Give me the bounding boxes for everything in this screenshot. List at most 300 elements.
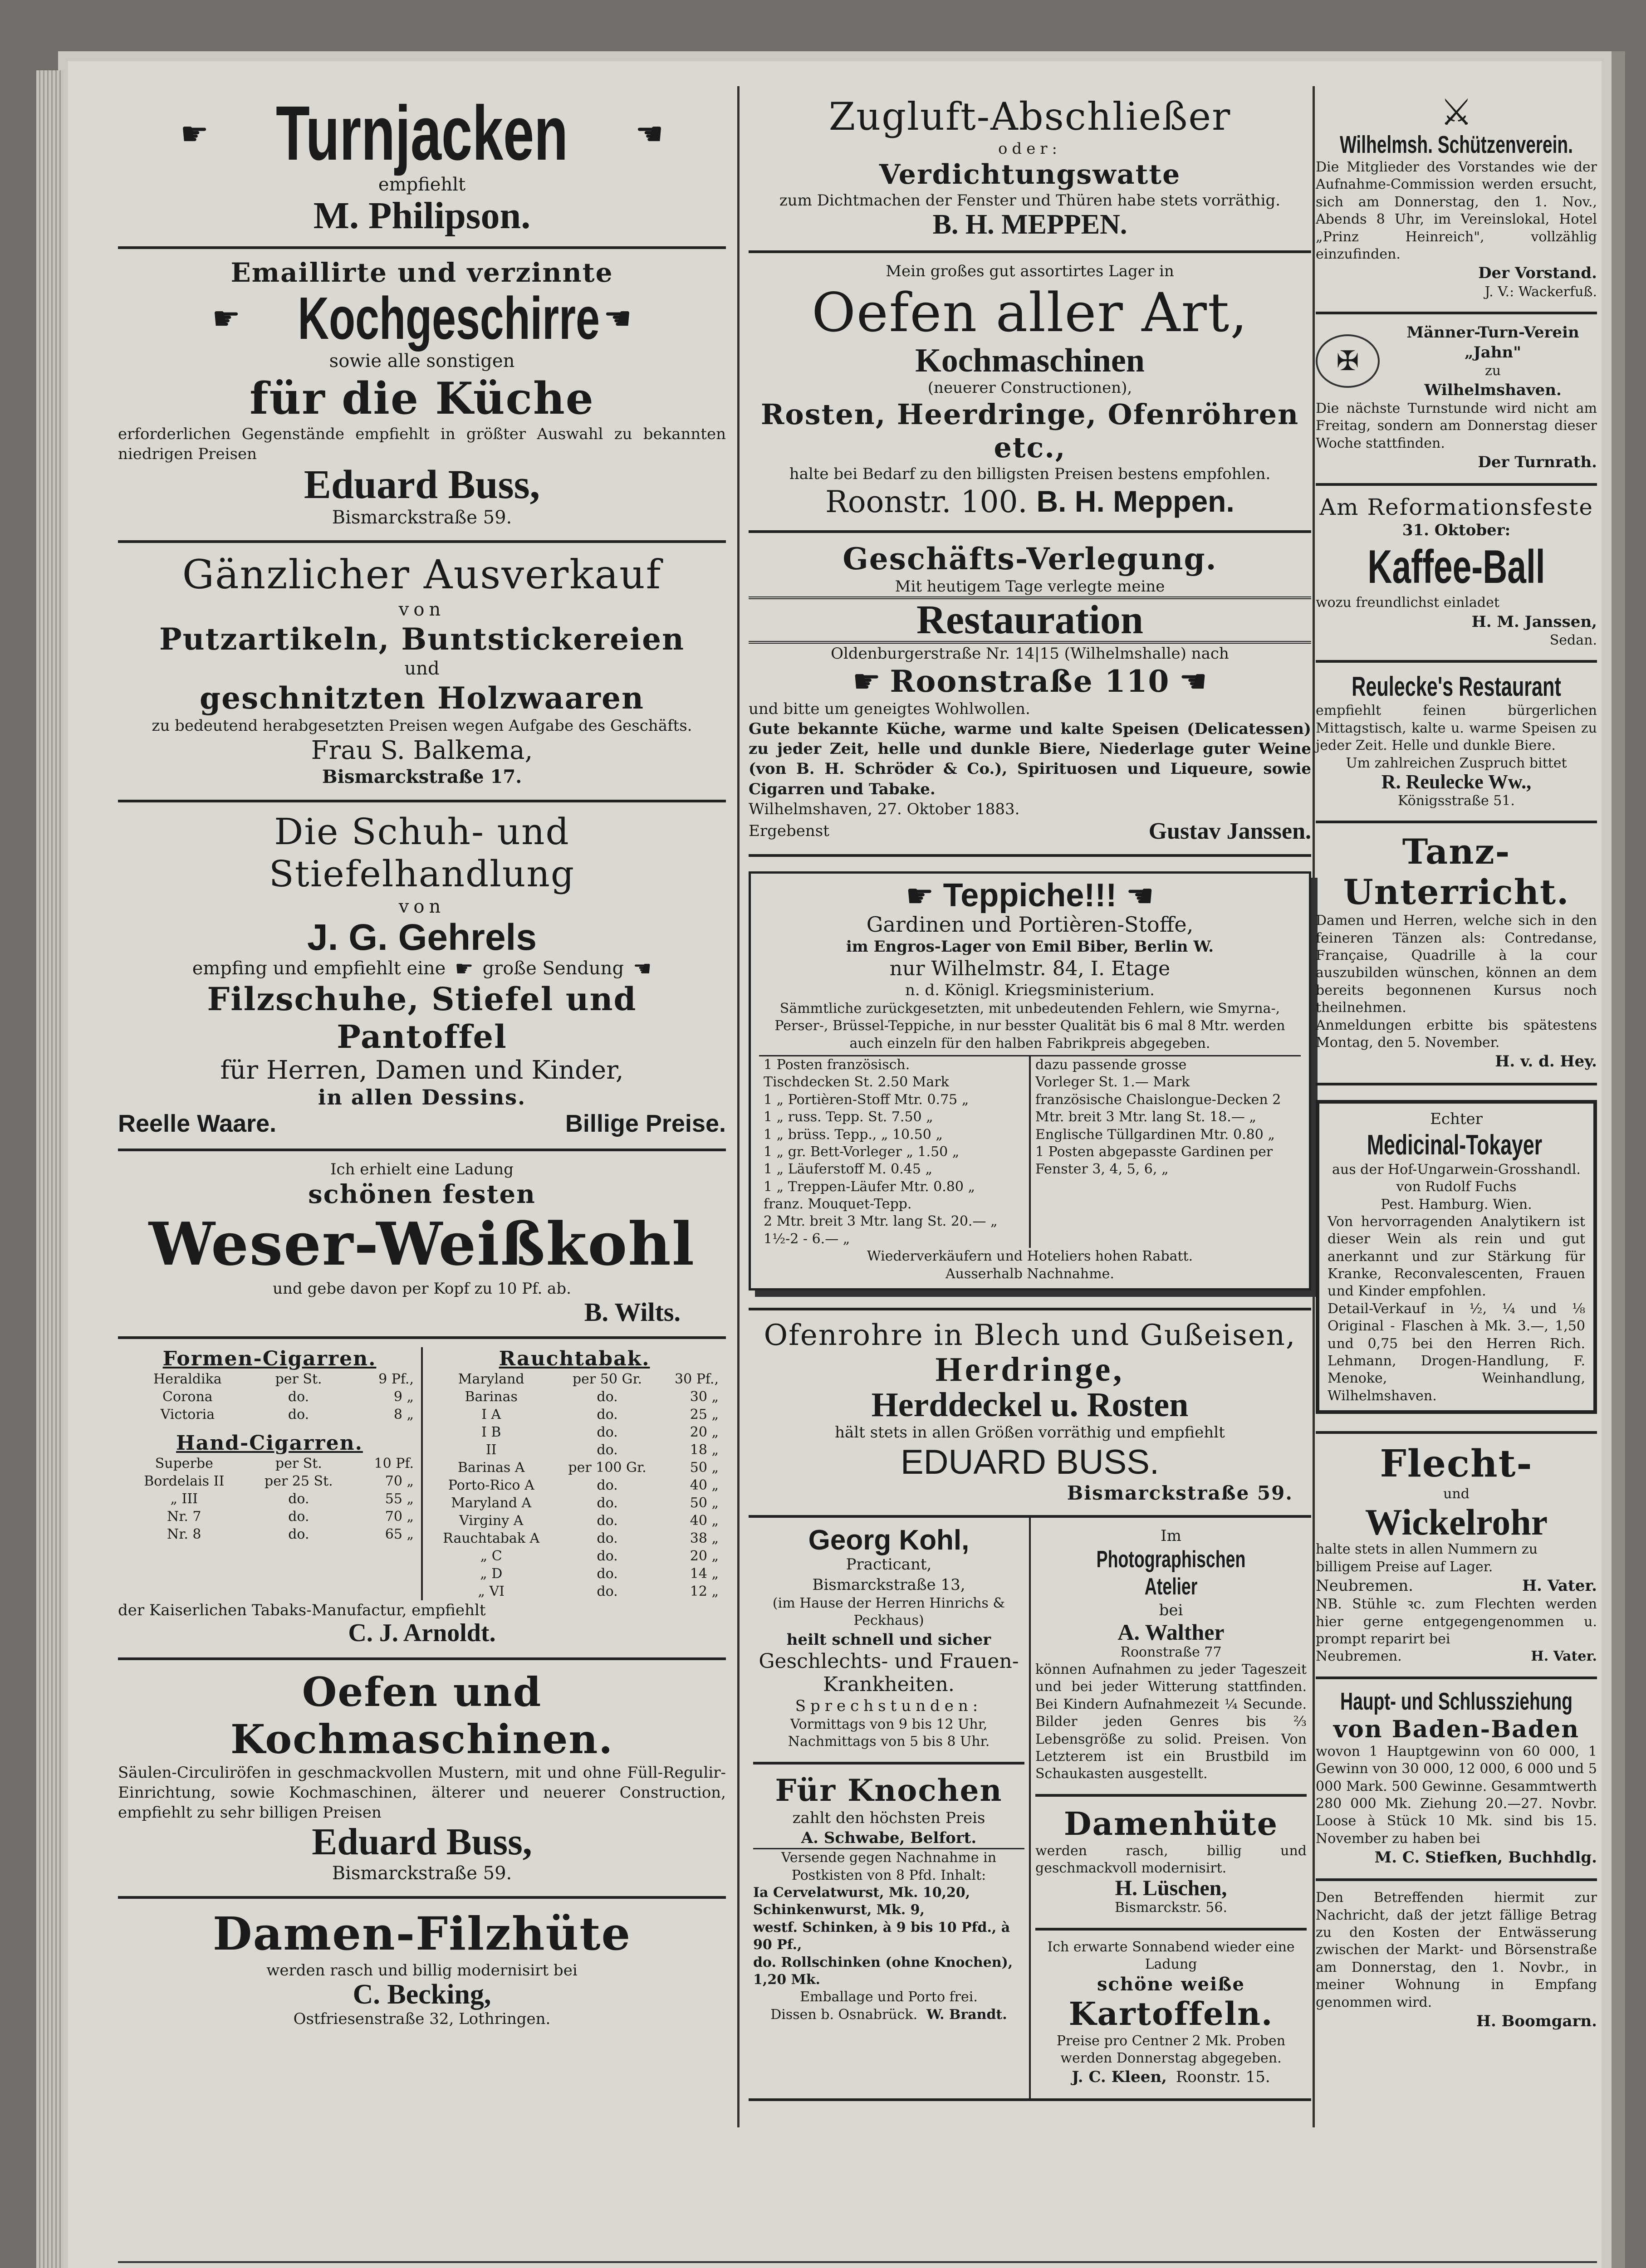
ad-slogan: Billige Preise. [565,1110,726,1137]
ad-text: empfiehlt [378,174,466,196]
list-item: Englische Tüllgardinen Mtr. 0.80 „ [1035,1126,1275,1143]
advertiser-name: H. Lüschen, [1115,1876,1227,1900]
ad-subtitle: Restauration [749,596,1311,644]
list-item: 1 „ russ. Tepp. St. 7.50 „ [764,1109,933,1125]
table-cell: do. [597,1389,618,1405]
table-cell: Superbe [155,1456,213,1472]
ad-text: wozu freundlichst einladet [1316,595,1499,611]
ad-title: Medicinal-Tokayer [1367,1129,1543,1161]
date: Wilhelmshaven, 27. Oktober 1883. [749,800,1020,818]
ad-text: Vormittags von 9 bis 12 Uhr, Nachmittags von 5 bis 8 Uhr. [788,1716,990,1750]
table-row [122,1455,416,1472]
item-list [753,1884,1024,1989]
ad-text: in allen Dessins. [318,1085,526,1110]
table-cell: 9 Pf., [378,1371,414,1388]
list-item: 1 „ brüss. Tepp., „ 10.50 „ [764,1126,943,1143]
ad-schuetzenverein [1316,86,1597,314]
ad-title: Wilhelmshaven. [1424,381,1562,399]
ad-text: Säulen-Circuliröfen in geschmackvollen Mustern, mit und ohne Füll-Regulir-Einrichtung, sowie Kochmaschinen, älterer und neuerer Construction, empfiehlt zu sehr billigen Preisen [118,1763,726,1822]
table-cell: 8 „ [393,1407,414,1423]
ad-oefen-aller-art [749,253,1311,533]
ad-title: Ofenrohre in Blech und Gußeisen, [764,1319,1296,1353]
ad-text: für Herren, Damen und Kinder, [220,1055,624,1085]
ad-weisskohl [118,1151,726,1339]
ad-text: Detail-Verkauf in ½, ¼ und ⅛ Original - Flaschen à Mk. 3.—, 1,50 und 0,75 bei den Herren Rich. Lehmann, Drogen-Handlung, F. Menoke, Weinhandlung, Wilhelmshaven. [1328,1300,1585,1404]
table-row [427,1565,721,1583]
ad-text: Sprechstunden: [795,1696,983,1715]
ad-slogan: Reelle Waare. [118,1110,277,1137]
ad-text: von [398,599,446,620]
ad-text: von [398,896,446,918]
advertiser-name: B. Wilts. [584,1297,681,1327]
table-row [122,1472,416,1490]
advertiser-name: B. H. Meppen. [1036,484,1234,518]
publisher-footer [118,2261,1597,2268]
table-cell: Bordelais II [144,1473,225,1490]
table-cell: 30 „ [690,1389,719,1405]
price-table [122,1370,416,1423]
ad-kaffee-ball [1316,486,1597,663]
table-cell: 20 „ [690,1424,719,1441]
table-cell: II [485,1442,497,1458]
ad-text: Anmeldungen erbitte bis spätestens Montag, den 5. November. [1316,1017,1597,1051]
ad-text: Von hervorragenden Analytikern ist dieser Wein als rein und gut anerkannt und zur Stärkung für Kranke, Reconvalescenten, Frauen und Kinder empfohlen. [1328,1213,1585,1300]
price-table [427,1370,721,1600]
ad-text: Oldenburgerstraße Nr. 14|15 (Wilhelmshalle) nach [831,644,1229,663]
table-row [427,1512,721,1530]
table-cell: Rauchtabak A [443,1530,540,1547]
table-cell: do. [288,1491,309,1507]
ad-text: empfiehlt feinen bürgerlichen Mittagstisch, kalte u. warme Speisen zu jeder Zeit. Helle und dunkle Biere. [1316,703,1597,754]
pointing-hand-icon: ☛ [905,877,934,914]
table-cell: do. [288,1509,309,1525]
signature: Der Turnrath. [1478,453,1597,472]
ad-title: Kochgeschirre [298,285,600,352]
table-row [427,1494,721,1512]
ad-subtitle: Herddeckel u. Rosten [871,1385,1189,1424]
ad-title: Wilhelmsh. Schützenverein. [1340,131,1573,158]
ad-text: Um zahlreichen Zuspruch bittet [1346,755,1567,771]
ad-text: oder: [998,140,1062,158]
table-cell: do. [597,1530,618,1547]
list-item: 2 Mtr. breit 3 Mtr. lang St. 20.— „ [764,1213,998,1230]
ad-subtitle: für die Küche [250,372,594,424]
ad-text: wovon 1 Hauptgewinn von 60 000, 1 Gewinn von 30 000, 12 000, 6 000 und 5 000 Mark. 500 Gewinne. Gesammtwerth 280 000 Mk. Ziehung 20.—27. Novbr. Loose à Stück 10 Mk. sind bis 15. November zu haben bei [1316,1743,1597,1847]
ad-knochen [753,1765,1024,2034]
ad-subtitle: Filzschuhe, Stiefel und Pantoffel [207,980,637,1056]
advertiser-name: Gustav Janssen. [1148,818,1311,844]
pointing-hand-icon: ☚ [635,115,664,152]
advertiser-name: Georg Kohl, [808,1525,970,1556]
ad-kartoffeln [1035,1931,1307,2098]
table-cell: do. [597,1566,618,1582]
advertiser-name: Eduard Buss, [312,1821,532,1863]
address: Dissen b. Osnabrück. [770,2006,918,2023]
table-cell: Barinas A [457,1460,525,1476]
table-cell: per 25 St. [265,1473,333,1490]
ad-subtitle: Rosten, Heerdringe, Ofenröhren etc., [760,398,1299,464]
table-cell: 65 „ [385,1526,414,1543]
ad-text: Ausserhalb Nachnahme. [945,1266,1114,1282]
ad-text: halte stets in allen Nummern zu billigem Preise auf Lager. [1316,1541,1538,1575]
ad-title: Kaffee-Ball [1367,541,1545,594]
table-cell: per 50 Gr. [572,1371,642,1388]
table-row [427,1441,721,1459]
ad-subtitle: Photographischen Atelier [1096,1546,1246,1600]
table-cell: do. [288,1389,309,1405]
ad-text: zum Dichtmachen der Fenster und Thüren habe stets vorräthig. [779,191,1281,210]
list-item: Tischdecken St. 2.50 Mark [764,1074,949,1090]
table-row [427,1583,721,1600]
table-cell: per St. [275,1456,322,1472]
advertiser-name: H. v. d. Hey. [1495,1052,1597,1071]
ad-text: werden rasch und billig modernisirt bei [266,1961,578,1980]
table-cell: I A [481,1407,501,1423]
table-cell: do. [597,1424,618,1441]
pointing-hand-icon: ☛ [852,662,881,700]
table-cell: Nr. 7 [167,1509,201,1525]
table-cell: Heraldika [153,1371,222,1388]
ad-schuhhandlung [118,802,726,1151]
ad-text: Practicant, [846,1555,932,1574]
table-cell: 25 „ [690,1407,719,1423]
table-cell: 12 „ [690,1584,719,1600]
table-cell: I B [481,1424,501,1441]
ad-text: und [404,658,440,679]
table-cell: 70 „ [385,1473,414,1490]
table-row [427,1476,721,1494]
ad-text: zu [1484,363,1501,379]
address: Bismarckstraße 59. [332,507,512,528]
column-2 [749,86,1311,2101]
ad-tanz-unterricht [1316,823,1597,1085]
table-cell: 9 „ [393,1389,414,1405]
ad-title: Oefen und Kochmaschinen. [230,1668,614,1763]
column-1 [118,86,726,2040]
advertiser-name: J. C. Kleen, [1072,2068,1167,2087]
list-item: Schinkenwurst, Mk. 9, [753,1902,925,1918]
advertiser-name: M. C. Stiefken, Buchhdlg. [1374,1848,1597,1867]
ad-subtitle: Geschlechts- und Frauen-Krankheiten. [759,1649,1019,1696]
column-rule [1313,86,1315,2127]
ad-text: Die nächste Turnstunde wird nicht am Freitag, sondern am Donnerstag dieser Woche stattfinden. [1316,400,1597,451]
table-row [427,1423,721,1441]
advertiser-name: A. Walther [1117,1619,1225,1645]
advertiser-name: B. H. MEPPEN. [932,209,1127,240]
ad-text: große Sendung [482,958,624,979]
ad-cigarren [118,1339,726,1660]
ad-text: Preise pro Centner 2 Mk. Proben werden Donnerstag abgegeben. [1056,2033,1286,2067]
ad-text: NB. Stühle ꝛc. zum Flechten werden hier gerne entgegengenommen u. prompt reparirt bei [1316,1596,1597,1647]
ad-title: Geschäfts-Verlegung. [843,541,1217,577]
ad-text: Mein großes gut assortirtes Lager in [886,262,1174,280]
list-item: 1 „ Portièren-Stoff Mtr. 0.75 „ [764,1091,969,1108]
ad-subtitle: Verdichtungswatte [879,159,1181,191]
pointing-hand-icon: ☛ [212,300,240,337]
table-cell: per St. [275,1371,322,1388]
list-item: 1 Posten abgepasste Gardinen per Fenster 3, 4, 5, 6, „ [1035,1144,1273,1178]
table-cell: do. [597,1442,618,1458]
ad-text: n. d. Königl. Kriegsministerium. [905,981,1155,999]
table-cell: 38 „ [690,1530,719,1547]
ad-text: heilt schnell und sicher [786,1630,991,1649]
table-cell: Corona [162,1389,213,1405]
ad-ofenrohre [749,1310,1311,1518]
ad-text: und gebe davon per Kopf zu 10 Pf. ab. [273,1279,571,1298]
advertiser-name: C. Becking, [353,1979,491,2010]
ad-oefen-kochmaschinen [118,1660,726,1899]
table-row [122,1406,416,1423]
ad-title: Damenhüte [1063,1804,1279,1843]
table-cell: do. [597,1495,618,1511]
table-cell: Porto-Rico A [448,1477,534,1494]
advertiser-name: W. Brandt. [926,2006,1007,2023]
table-cell: Maryland A [451,1495,532,1511]
ad-text: Emaillirte und verzinnte [230,257,613,288]
table-row [122,1508,416,1525]
table-cell: 40 „ [690,1477,719,1494]
table-cell: do. [288,1526,309,1543]
table-cell: 70 „ [385,1509,414,1525]
ad-kochgeschirre [118,249,726,543]
table-cell: do. [597,1513,618,1529]
address: nur Wilhelmstr. 84, I. Etage [889,957,1171,980]
ad-subtitle: Putzartikeln, Buntstickereien [159,621,685,657]
address: Bismarckstraße 13, [812,1575,965,1594]
table-cell: 20 „ [690,1548,719,1564]
table-row [122,1388,416,1406]
table-cell: „ III [170,1491,198,1507]
advertiser-name: H. M. Janssen, [1471,612,1597,631]
table-row [122,1370,416,1388]
address: Roonstr. 15. [1176,2068,1270,2087]
ad-title: Tanz-Unterricht. [1343,831,1570,913]
advertiser-name: Eduard Buss, [304,462,540,508]
ad-photo-atelier [1035,1518,1307,1797]
ad-text: Sämmtliche zurückgesetzten, mit unbedeutenden Fehlern, wie Smyrna-, Perser-, Brüssel-Teppiche, in nur besster Qualität bis 6 mal 8 Mtr. werden auch einzeln für den halben Fabrikpreis abgegeben. [774,1000,1285,1051]
table-cell: do. [597,1477,618,1494]
ad-text: zu bedeutend herabgesetzten Preisen wegen Aufgabe des Geschäfts. [152,716,692,735]
signature: Der Vorstand. [1478,264,1597,283]
signature: J. V.: Wackerfuß. [1484,284,1597,300]
ad-text: empfing und empfiehlt eine [192,958,446,979]
table-cell: „ C [480,1548,502,1564]
ad-baden-baden [1316,1679,1597,1882]
address: Königsstraße 51. [1398,792,1515,809]
list-item: französische Chaislongue-Decken 2 Mtr. breit 3 Mtr. lang St. 18.— „ [1035,1091,1281,1125]
ad-text: erforderlichen Gegenstände empfiehlt in größter Auswahl zu bekannten niedrigen Preisen [118,425,726,463]
ad-subtitle: Herdringe, [935,1350,1125,1389]
section-heading: Rauchtabak. [499,1347,650,1371]
date: 31. Oktober: [1402,521,1511,540]
price-list [1029,1056,1301,1248]
pointing-hand-icon: ☛ [180,115,209,152]
list-item: dazu passende grosse [1035,1056,1187,1073]
ad-tokayer [1316,1085,1597,1434]
ad-text: Echter [1430,1110,1483,1128]
ad-title: Für Knochen [775,1772,1003,1808]
address: Bismarckstraße 17. [322,766,522,788]
table-cell: 14 „ [690,1566,719,1582]
table-row [427,1370,721,1388]
ad-geschaefts-verlegung [749,533,1311,857]
table-cell: do. [288,1407,309,1423]
ad-title: Flecht- [1380,1442,1533,1486]
table-row [427,1388,721,1406]
ad-text: hält stets in allen Größen vorräthig und empfiehlt [835,1423,1225,1442]
ad-ausverkauf [118,543,726,802]
table-cell: „ VI [478,1584,505,1600]
ad-text: Im [1161,1527,1181,1545]
list-item: 1 „ Läuferstoff M. 0.45 „ [764,1161,933,1178]
table-row [427,1530,721,1547]
ad-text: Wiederverkäufern und Hoteliers hohen Rabatt. [867,1248,1193,1265]
address: Roonstraße 77 [1120,1644,1222,1660]
list-item: 1 „ Treppen-Läufer Mtr. 0.80 „ [764,1178,975,1195]
ad-text: werden rasch, billig und geschmackvoll modernisirt. [1035,1843,1307,1877]
column-3 [1316,86,1597,2042]
ad-damen-filzhuete [118,1899,726,2040]
advertiser-name: J. G. Gehrels [307,917,537,958]
ad-title: Die Schuh- und Stiefelhandlung [269,811,575,895]
ad-title: von Baden-Baden [1333,1715,1580,1743]
table-cell: do. [597,1407,618,1423]
ad-zugluft [749,86,1311,253]
pointing-hand-icon: ☚ [1179,662,1208,700]
table-cell: per 100 Gr. [568,1460,647,1476]
ad-text: sowie alle sonstigen [329,350,515,371]
table-row [427,1547,721,1565]
ad-title: Männer-Turn-Verein „Jahn" [1406,323,1579,362]
ad-text: aus der Hof-Ungarwein-Grosshandl. von Rudolf Fuchs [1332,1161,1581,1195]
ad-text: Ich erwarte Sonnabend wieder eine Ladung [1047,1939,1295,1973]
ad-text: halte bei Bedarf zu den billigsten Preisen bestens empfohlen. [789,465,1271,484]
ad-title: Wickelrohr [1365,1501,1548,1543]
table-cell: 50 „ [690,1495,719,1511]
ad-title: Oefen aller Art, [812,281,1248,344]
address: Neubremen. [1316,1648,1402,1665]
advertiser-name: H. Vater. [1531,1648,1597,1665]
section-heading: Hand-Cigarren. [176,1432,363,1455]
ad-text: Versende gegen Nachnahme in Postkisten von 8 Pfd. Inhalt: [781,1850,997,1883]
ad-text: Damen und Herren, welche sich in den feineren Tänzen als: Contredanse, Française, Quadrille à la cour auszubilden wünschen, können an dem bereits begonnenen Kursus noch theilnehmen. [1316,913,1597,1016]
list-item: westf. Schinken, à 9 bis 10 Pfd., à 90 Pf., [753,1919,1010,1953]
advertiser-name: H. Vater. [1522,1576,1597,1595]
table-cell: do. [597,1584,618,1600]
ad-text: und bitte um geneigtes Wohlwollen. [749,699,1030,718]
list-item: Vorleger St. 1.— Mark [1035,1074,1190,1090]
price-table [122,1455,416,1543]
table-row [427,1459,721,1476]
address: Neubremen. [1316,1576,1413,1595]
ad-text: Pest. Hamburg. Wien. [1381,1196,1532,1212]
list-item: Ia Cervelatwurst, Mk. 10,20, [753,1884,970,1901]
table-cell: „ D [480,1566,503,1582]
ad-grid [749,1518,1311,2101]
list-item: do. Rollschinken (ohne Knochen), 1,20 Mk. [753,1954,1013,1988]
ad-title: Turnjacken [276,90,568,176]
ad-text: Ergebenst [749,822,829,841]
advertiser-name: EDUARD BUSS. [900,1443,1160,1482]
advertiser-name: M. Philipson. [313,195,531,237]
ad-text: schöne weiße [1097,1973,1245,1995]
ad-text: Gute bekannte Küche, warme und kalte Speisen (Delicatessen) zu jeder Zeit, helle und dunkle Biere, Niederlage guter Weine (von B. H. Schröder & Co.), Spirituosen und Liqueure, sowie Cigarren und Tabake. [749,720,1311,798]
ad-title: Gänzlicher Ausverkauf [182,551,662,598]
section-heading: Formen-Cigarren. [162,1347,377,1371]
pointing-hand-icon: ☛ [455,956,474,981]
crossed-rifles-icon: ⚔ [1440,91,1473,133]
ad-teppiche [749,857,1311,1310]
pointing-hand-icon: ☚ [603,300,632,337]
ad-text: zahlt den höchsten Preis [792,1809,985,1827]
advertiser-name: C. J. Arnoldt. [348,1619,496,1647]
table-cell: Nr. 8 [167,1526,201,1543]
table-cell: 18 „ [690,1442,719,1458]
ad-title: Reulecke's Restaurant [1352,671,1561,702]
ad-title: Teppiche!!! [943,877,1117,914]
table-cell: Victoria [160,1407,215,1423]
table-cell: 30 Pf., [674,1371,719,1388]
ad-boomgarn [1316,1881,1597,2042]
ad-title: Kartoffeln. [1068,1994,1274,2033]
table-cell: do. [597,1548,618,1564]
table-row [122,1490,416,1508]
ad-damenhuete [1035,1797,1307,1931]
table-cell: Maryland [458,1371,524,1388]
column-rule [737,86,740,2127]
ad-text: schönen festen [308,1179,536,1209]
address: Ostfriesenstraße 32, Lothringen. [293,2010,551,2028]
ad-text: Mit heutigem Tage verlegte meine [895,577,1165,596]
table-cell: 10 Pf. [374,1456,414,1472]
ad-text: Ich erhielt eine Ladung [330,1160,514,1178]
ad-reulecke [1316,663,1597,823]
advertiser-name: Frau S. Balkema, [311,736,533,766]
ad-title: Damen-Filzhüte [212,1906,632,1960]
ad-georg-kohl [753,1518,1024,1765]
table-cell: 50 „ [690,1460,719,1476]
list-item: 1 „ gr. Bett-Vorleger „ 1.50 „ [764,1144,960,1160]
ad-subtitle: Kochmaschinen [915,342,1145,379]
ad-text: bei [1159,1601,1183,1620]
table-cell: Virginy A [459,1513,524,1529]
table-cell: 40 „ [690,1513,719,1529]
pointing-hand-icon: ☚ [633,956,652,981]
ad-subtitle: geschnitzten Holzwaaren [200,680,644,716]
ad-text: Die Mitglieder des Vorstandes wie der Aufnahme-Commission werden ersucht, sich am Donnerstag, den 1. Nov., Abends 8 Uhr, im Vereinslokal, Hotel „Prinz Heinreich", vollzählig einzufinden. [1316,159,1597,262]
list-item: 1½-2 - 6.— „ [764,1231,850,1247]
list-item: franz. Mouquet-Tepp. [764,1196,912,1212]
ad-turnjacken [118,86,726,249]
ad-title: Haupt- und Schlussziehung [1340,1687,1573,1715]
ad-title: Zugluft-Abschließer [828,94,1231,139]
address: Roonstr. 100. [825,484,1028,519]
address: Bismarckstraße 59. [332,1862,512,1884]
address: Roonstraße 110 [890,663,1170,699]
club-emblem-icon: ✠ [1316,334,1380,388]
advertiser-name: H. Boomgarn. [1476,2012,1597,2030]
ad-subtitle: Gardinen und Portièren-Stoffe, [866,912,1194,937]
price-list [759,1056,1029,1248]
ad-text: der Kaiserlichen Tabaks-Manufactur, empfiehlt [118,1601,486,1620]
advertiser-name: A. Schwabe, Belfort. [753,1828,1024,1849]
ad-text: im Engros-Lager von Emil Biber, Berlin W. [846,938,1214,956]
table-cell: Barinas [465,1389,518,1405]
ad-turnverein [1316,314,1597,486]
list-item: 1 Posten französisch. [764,1056,910,1073]
address: Bismarckstraße 59. [1067,1482,1293,1505]
ad-text: (im Hause der Herren Hinrichs & Peckhaus) [772,1595,1005,1629]
